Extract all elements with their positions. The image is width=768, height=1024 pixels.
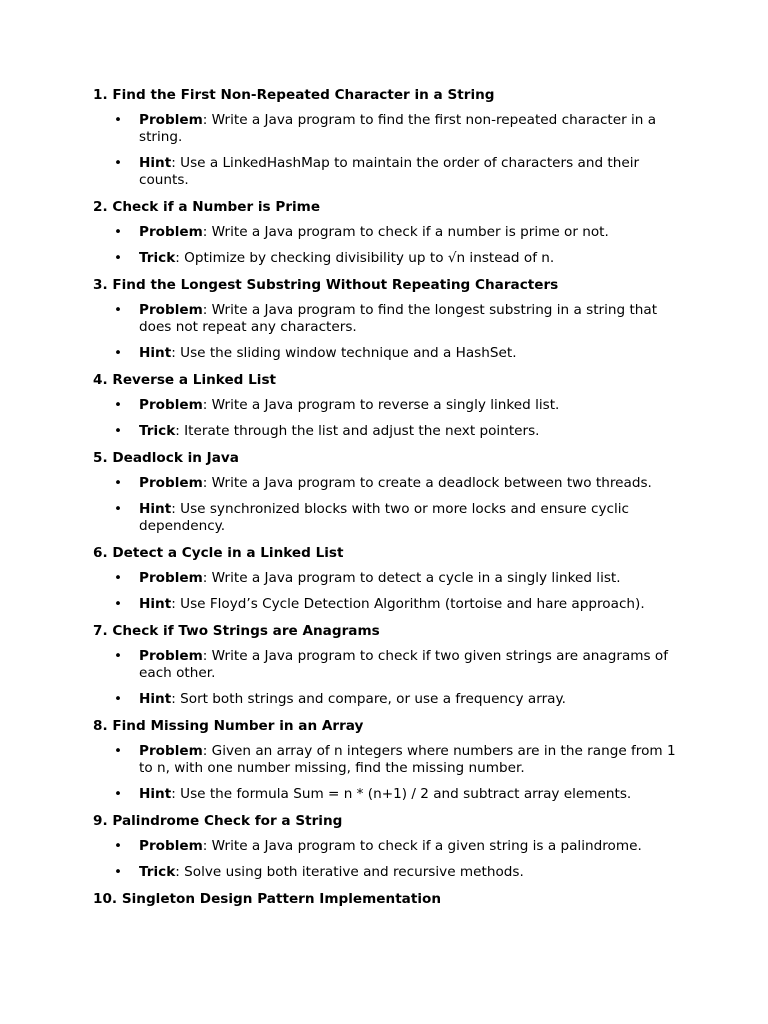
item-label: Hint <box>139 786 172 802</box>
section-6 <box>93 544 683 613</box>
bullet-icon: • <box>114 250 123 266</box>
list-item <box>93 423 683 440</box>
item-label: Problem <box>139 648 203 664</box>
item-text: : Write a Java program to reverse a singly linked list. <box>202 397 560 413</box>
section-heading: 1. Find the First Non-Repeated Character in a String <box>93 87 495 103</box>
item-label: Problem <box>139 302 203 318</box>
item-text: : Write a Java program to create a deadlock between two threads. <box>202 475 652 491</box>
list-item <box>93 786 683 803</box>
section-items <box>93 743 683 803</box>
section-items <box>93 302 683 362</box>
section-7 <box>93 622 683 708</box>
list-item <box>93 596 683 613</box>
bullet-icon: • <box>114 423 123 439</box>
item-label: Problem <box>139 475 203 491</box>
list-item <box>93 345 683 362</box>
bullet-icon: • <box>114 501 123 517</box>
list-item <box>93 743 683 777</box>
bullet-icon: • <box>114 345 123 361</box>
bullet-icon: • <box>114 570 123 586</box>
item-label: Hint <box>139 596 172 612</box>
section-heading: 6. Detect a Cycle in a Linked List <box>93 545 344 561</box>
bullet-icon: • <box>114 155 123 171</box>
list-item <box>93 648 683 682</box>
section-heading: 4. Reverse a Linked List <box>93 372 277 388</box>
item-text: : Write a Java program to find the longest substring in a string that does not repeat any characters. <box>139 302 658 335</box>
bullet-icon: • <box>114 864 123 880</box>
section-items <box>93 648 683 708</box>
list-item <box>93 838 683 855</box>
item-label: Problem <box>139 743 203 759</box>
bullet-icon: • <box>114 786 123 802</box>
list-item <box>93 302 683 336</box>
bullet-icon: • <box>114 838 123 854</box>
item-text: : Use synchronized blocks with two or more locks and ensure cyclic dependency. <box>139 501 630 534</box>
section-heading: 7. Check if Two Strings are Anagrams <box>93 623 380 639</box>
section-4 <box>93 371 683 440</box>
item-text: : Write a Java program to check if a number is prime or not. <box>202 224 609 240</box>
item-label: Problem <box>139 224 203 240</box>
section-items <box>93 570 683 613</box>
item-text: : Given an array of n integers where numbers are in the range from 1 to n, with one number missing, find the missing number. <box>139 743 676 776</box>
item-label: Trick <box>139 250 176 266</box>
section-heading: 3. Find the Longest Substring Without Repeating Characters <box>93 277 559 293</box>
bullet-icon: • <box>114 648 123 664</box>
list-item <box>93 112 683 146</box>
bullet-icon: • <box>114 596 123 612</box>
section-heading: 5. Deadlock in Java <box>93 450 239 466</box>
section-heading: 8. Find Missing Number in an Array <box>93 718 364 734</box>
section-8 <box>93 717 683 803</box>
item-label: Problem <box>139 112 203 128</box>
section-2 <box>93 198 683 267</box>
section-1 <box>93 86 683 189</box>
list-item <box>93 570 683 587</box>
bullet-icon: • <box>114 691 123 707</box>
section-9 <box>93 812 683 881</box>
item-text: : Write a Java program to check if a given string is a palindrome. <box>202 838 642 854</box>
item-label: Trick <box>139 423 176 439</box>
item-text: : Use the sliding window technique and a HashSet. <box>171 345 517 361</box>
item-text: : Use Floyd’s Cycle Detection Algorithm (tortoise and hare approach). <box>171 596 645 612</box>
item-label: Hint <box>139 501 172 517</box>
item-label: Hint <box>139 691 172 707</box>
section-heading: 10. Singleton Design Pattern Implementation <box>93 891 442 907</box>
list-item <box>93 397 683 414</box>
item-text: : Use a LinkedHashMap to maintain the order of characters and their counts. <box>139 155 640 188</box>
section-10 <box>93 890 683 908</box>
item-text: : Iterate through the list and adjust the next pointers. <box>175 423 540 439</box>
bullet-icon: • <box>114 224 123 240</box>
bullet-icon: • <box>114 302 123 318</box>
section-items <box>93 224 683 267</box>
section-3 <box>93 276 683 362</box>
list-item <box>93 864 683 881</box>
item-text: : Sort both strings and compare, or use a frequency array. <box>171 691 566 707</box>
section-items <box>93 112 683 189</box>
item-text: : Write a Java program to detect a cycle in a singly linked list. <box>202 570 621 586</box>
section-items <box>93 397 683 440</box>
item-text: : Solve using both iterative and recursive methods. <box>175 864 524 880</box>
item-label: Hint <box>139 155 172 171</box>
section-heading: 9. Palindrome Check for a String <box>93 813 343 829</box>
item-label: Problem <box>139 570 203 586</box>
item-label: Hint <box>139 345 172 361</box>
section-heading: 2. Check if a Number is Prime <box>93 199 321 215</box>
list-item <box>93 224 683 241</box>
list-item <box>93 501 683 535</box>
bullet-icon: • <box>114 743 123 759</box>
item-text: : Write a Java program to check if two given strings are anagrams of each other. <box>139 648 669 681</box>
item-text: : Write a Java program to find the first non-repeated character in a string. <box>139 112 657 145</box>
list-item <box>93 691 683 708</box>
document-content <box>93 86 683 916</box>
bullet-icon: • <box>114 397 123 413</box>
list-item <box>93 250 683 267</box>
section-items <box>93 475 683 535</box>
item-text: : Use the formula Sum = n * (n+1) / 2 and subtract array elements. <box>171 786 632 802</box>
section-5 <box>93 449 683 535</box>
item-label: Trick <box>139 864 176 880</box>
section-items <box>93 838 683 881</box>
item-label: Problem <box>139 838 203 854</box>
bullet-icon: • <box>114 112 123 128</box>
list-item <box>93 155 683 189</box>
item-text: : Optimize by checking divisibility up to √n instead of n. <box>175 250 555 266</box>
bullet-icon: • <box>114 475 123 491</box>
item-label: Problem <box>139 397 203 413</box>
list-item <box>93 475 683 492</box>
